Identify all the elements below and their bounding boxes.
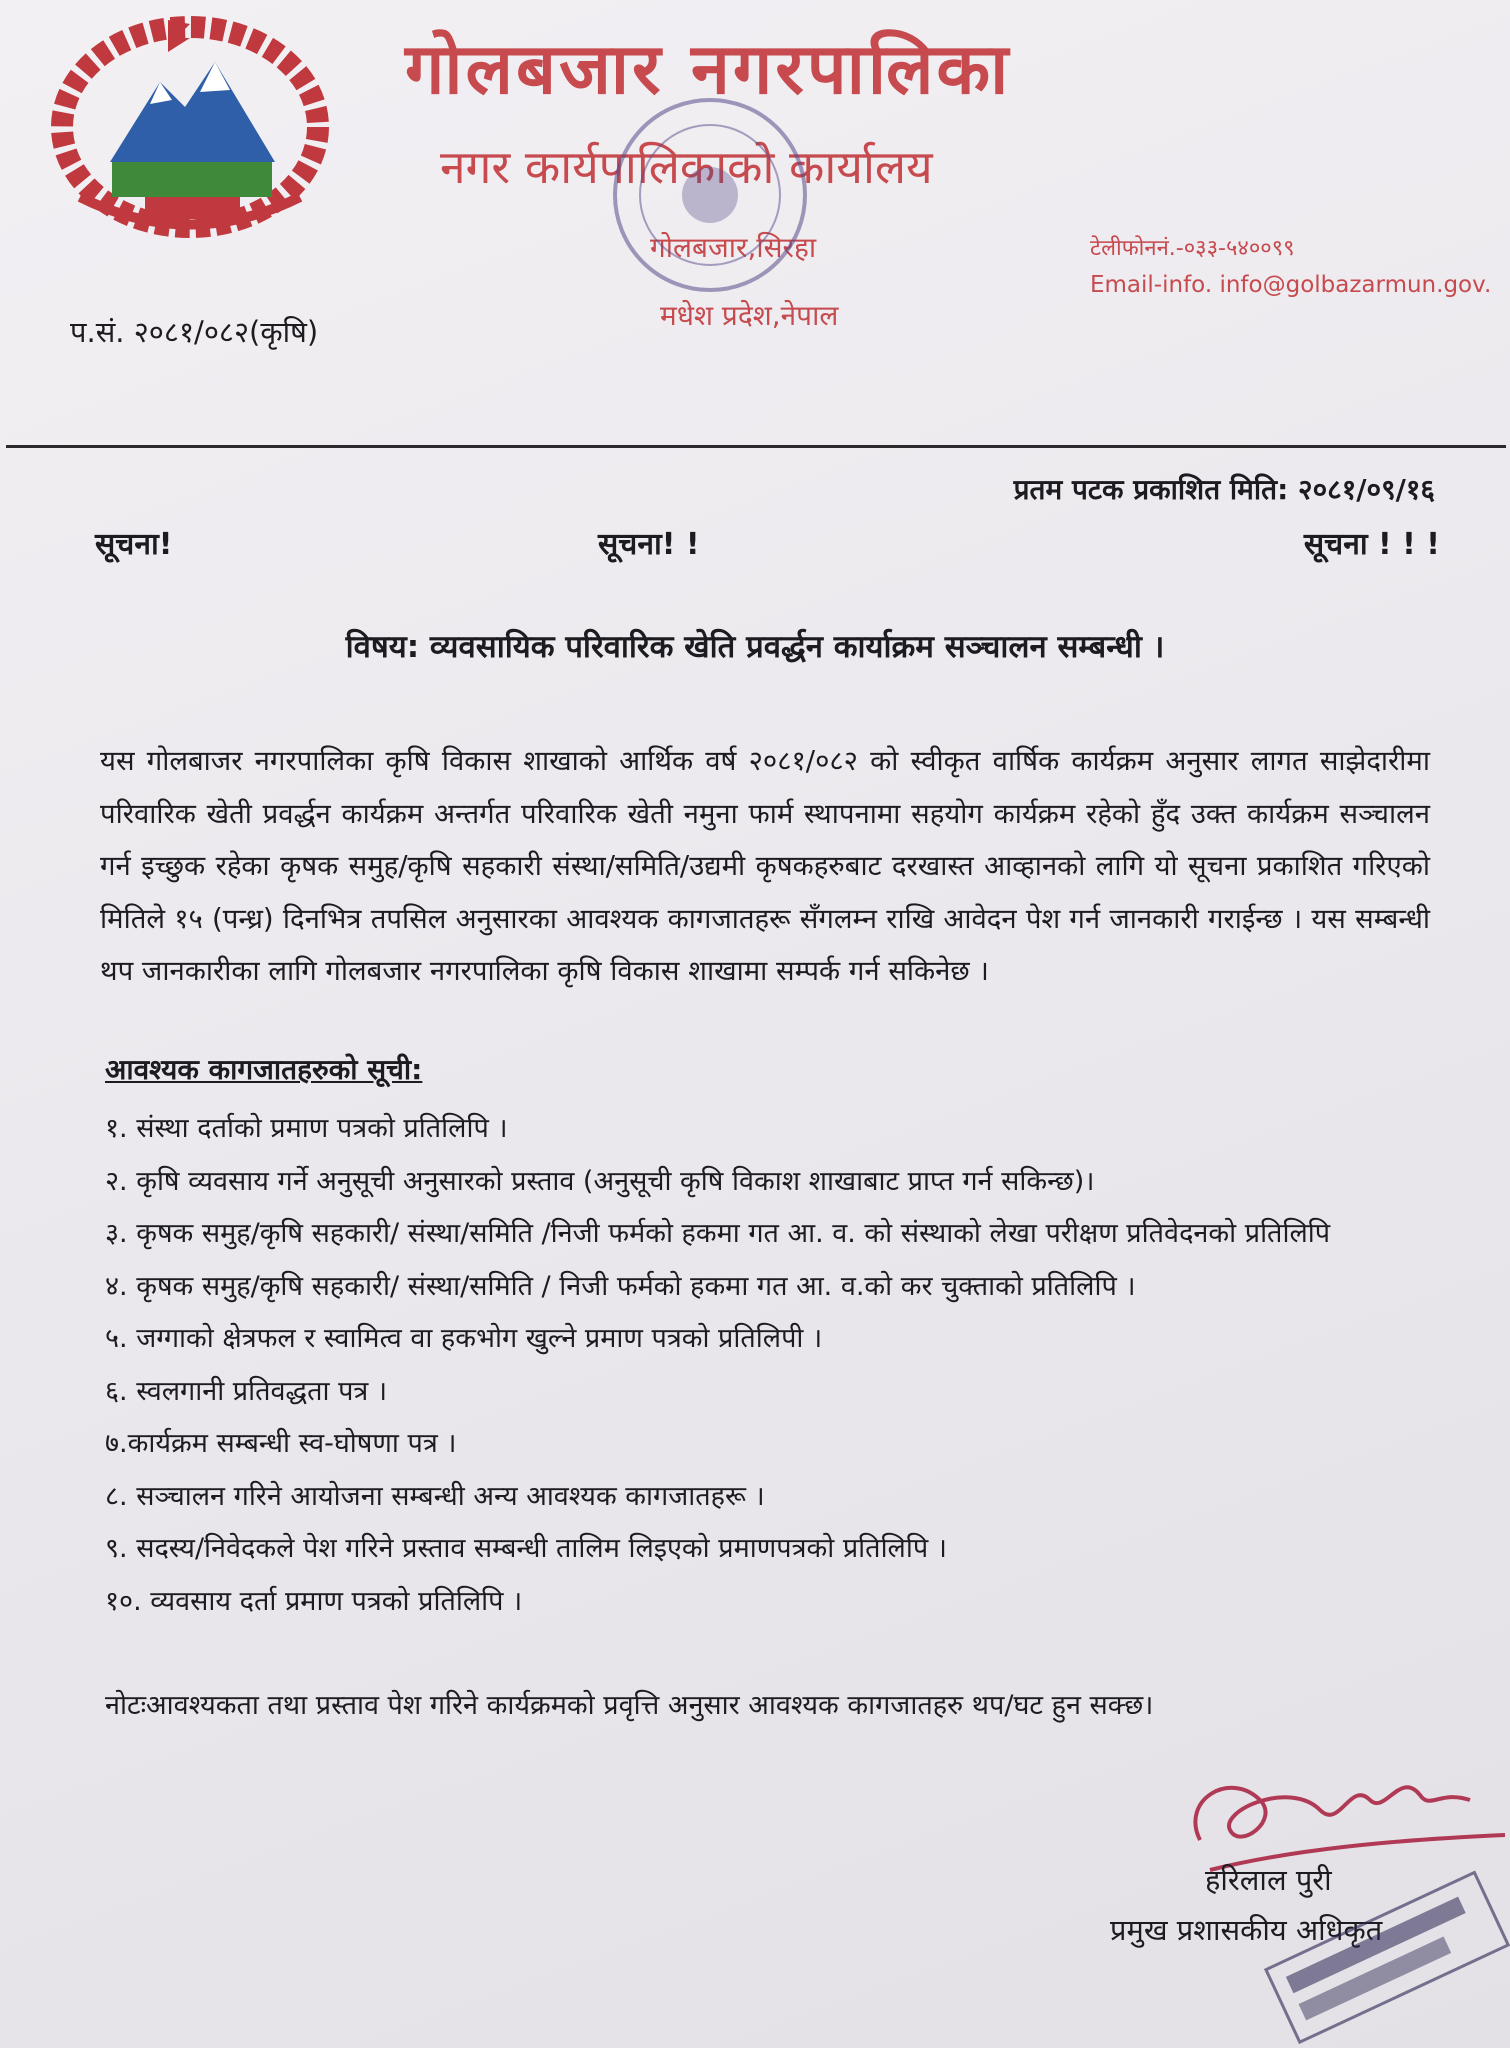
phone-number: टेलीफोननं.-०३३-५४००९९ (1090, 236, 1295, 261)
office-subtitle: नगर कार्यपालिकाको कार्यालय (440, 140, 933, 194)
list-item: ६. स्वलगानी प्रतिवद्धता पत्र । (105, 1375, 388, 1407)
list-item: ५. जग्गाको क्षेत्रफल र स्वामित्व वा हकभोग खुल्ने प्रमाण पत्रको प्रतिलिपी । (105, 1323, 823, 1354)
address-line-1: गोलबजार,सिरहा (650, 231, 817, 264)
notice-heading-right: सूचना ! ! ! (1303, 527, 1440, 562)
notice-heading-left: सूचना! (95, 527, 173, 562)
signatory-name: हरिलाल पुरी (1205, 1863, 1332, 1897)
list-item: ४. कृषक समुह/कृषि सहकारी/ संस्था/समिति / निजी फर्मको हकमा गत आ. व.को कर चुक्ताको प्रतिलिपि । (105, 1270, 1136, 1302)
list-item: ८. सञ्चालन गरिने आयोजना सम्बन्धी अन्य आवश्यक कागजातहरू । (105, 1480, 765, 1512)
reference-number: प.सं. २०८१/०८२(कृषि) (70, 315, 319, 349)
signatory-title: प्रमुख प्रशासकीय अधिकृत (1110, 1913, 1383, 1947)
list-item: १०. व्यवसाय दर्ता प्रमाण पत्रको प्रतिलिपि । (105, 1585, 523, 1617)
email-address: Email-info. info@golbazarmun.gov. (1090, 272, 1492, 298)
list-item: २. कृषि व्यवसाय गर्ने अनुसूची अनुसारको प्रस्ताव (अनुसूची कृषि विकाश शाखाबाट प्राप्त गर्न सकिन्छ)। (105, 1165, 1095, 1197)
list-item: १. संस्था दर्ताको प्रमाण पत्रको प्रतिलिपि । (105, 1113, 508, 1144)
publish-date: प्रतम पटक प्रकाशित मिति: २०८१/०९/१६ (1013, 473, 1435, 506)
document-list (105, 1103, 1435, 1628)
list-item: ७.कार्यक्रम सम्बन्धी स्व-घोषणा पत्र । (105, 1428, 457, 1459)
name-stamp (1250, 1860, 1510, 2048)
address-line-2: मधेश प्रदेश,नेपाल (660, 299, 839, 332)
header-divider (6, 445, 1506, 448)
notice-heading-center: सूचना! ! (598, 527, 700, 562)
nepal-emblem-icon (50, 12, 330, 242)
subject-line: विषय: व्यवसायिक परिवारिक खेति प्रवर्द्धन कार्याक्रम सञ्चालन सम्बन्धी । (345, 629, 1165, 665)
list-item: ३. कृषक समुह/कृषि सहकारी/ संस्था/समिति /निजी फर्मको हकमा गत आ. व. को संस्थाको लेखा परीक्षण प्रतिवेदनको प्रतिलिपि (105, 1218, 1331, 1249)
note-line: नोटःआवश्यकता तथा प्रस्ताव पेश गरिने कार्यक्रमको प्रवृत्ति अनुसार आवश्यक कागजातहरु थप/घट हुन सक्छ। (105, 1690, 1154, 1721)
list-item: ९. सदस्य/निवेदकले पेश गरिने प्रस्ताव सम्बन्धी तालिम लिइएको प्रमाणपत्रको प्रतिलिपि । (105, 1533, 948, 1564)
office-seal-stamp (600, 80, 820, 310)
municipality-title: गोलबजार नगरपालिका (405, 28, 1012, 110)
body-paragraph: यस गोलबाजर नगरपालिका कृषि विकास शाखाको आर्थिक वर्ष २०८१/०८२ को स्वीकृत वार्षिक कार्यक्रम अनुसार लागत साझेदारीमा परिवारिक खेती प्रवर्द्धन कार्यक्रम अन्तर्गत परिवारिक खेती नमुना फार्म स्थापनामा सहयोग कार्यक्रम रहेको हुँद उक्त कार्यक्रम सञ्चालन गर्न इच्छुक रहेका कृषक समुह/कृषि सहकारी संस्था/समिति/उद्यमी कृषकहरुबाट दरखास्त आव्हानको लागि यो सूचना प्रकाशित गरिएको मितिले १५ (पन्ध्र) दिनभित्र तपसिल अनुसारका आवश्यक कागजातहरू सँगलम्न राखि आवेदन पेश गर्न जानकारी गराईन्छ । यस सम्बन्धी थप जानकारीका लागि गोलबजार नगरपालिका कृषि विकास शाखामा सम्पर्क गर्न सकिनेछ । (100, 745, 1430, 987)
document-list-heading: आवश्यक कागजातहरुको सूची: (105, 1053, 423, 1086)
